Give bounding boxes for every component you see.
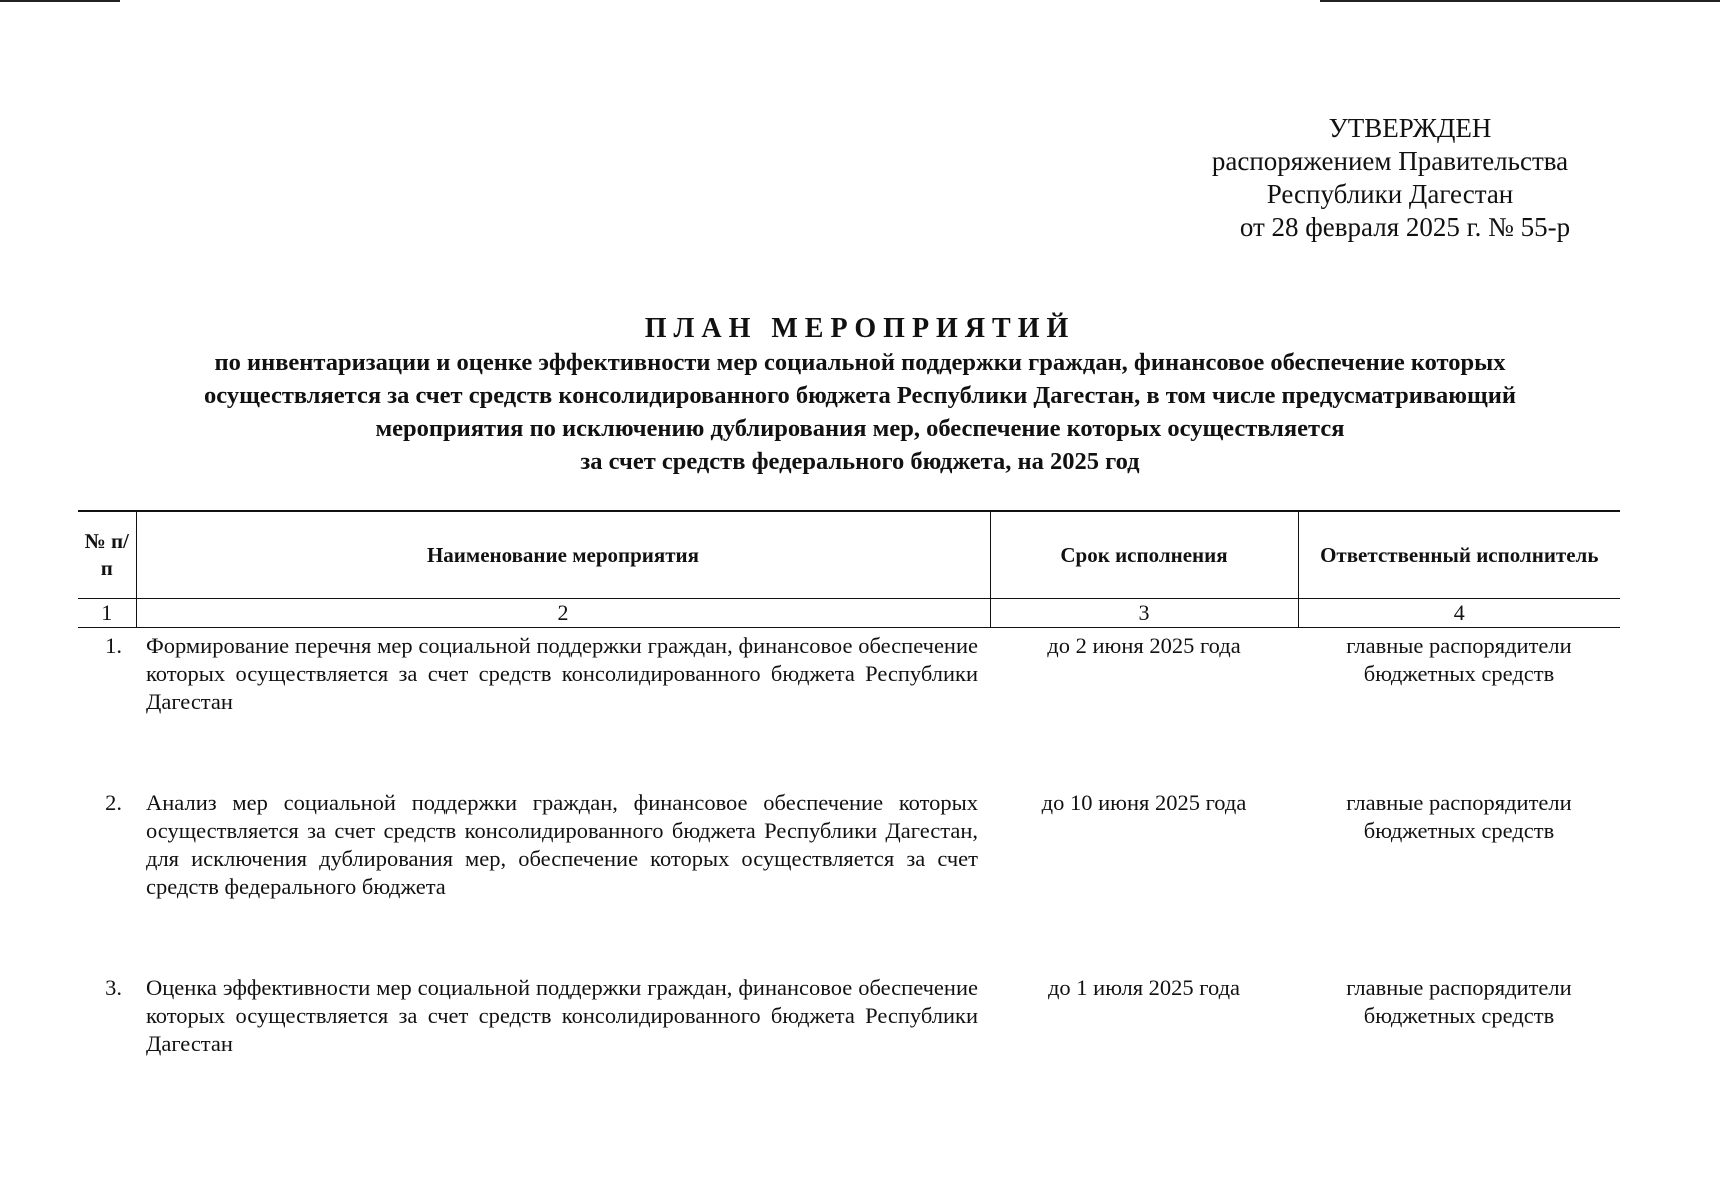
- header-responsible: Ответственный исполнитель: [1298, 511, 1620, 599]
- subtitle-line: за счет средств федерального бюджета, на 2025 год: [580, 448, 1140, 475]
- document-heading: [60, 312, 1660, 478]
- plan-table: [78, 510, 1620, 1095]
- approval-line: распоряжением Правительства: [1211, 146, 1569, 176]
- approval-line: Республики Дагестан: [1266, 179, 1514, 209]
- approval-date: от 28 февраля 2025 г. № 55-р: [1239, 212, 1571, 242]
- activity-name: Оценка эффективности мер социальной поддержки граждан, финансовое обеспечение которых осуществляется за счет средств консолидированного бюджета Республики Дагестан: [146, 975, 978, 1056]
- document-title: ПЛАН МЕРОПРИЯТИЙ: [644, 313, 1076, 344]
- column-number: 2: [136, 599, 990, 628]
- column-number: 3: [990, 599, 1298, 628]
- table-row: [78, 785, 1620, 970]
- approval-stamp: [1150, 112, 1630, 244]
- subtitle-line: осуществляется за счет средств консолидированного бюджета Республики Дагестан, в том числе предусматривающий: [204, 382, 1516, 409]
- responsible: главные распорядители бюджетных средств: [1346, 975, 1572, 1028]
- scan-edge-left: [0, 0, 120, 2]
- responsible: главные распорядители бюджетных средств: [1346, 790, 1572, 843]
- activity-name: Формирование перечня мер социальной поддержки граждан, финансовое обеспечение которых осуществляется за счет средств консолидированного бюджета Республики Дагестан: [146, 633, 978, 714]
- subtitle-line: по инвентаризации и оценке эффективности мер социальной поддержки граждан, финансовое обеспечение которых: [214, 349, 1506, 376]
- header-term: Срок исполнения: [990, 511, 1298, 599]
- table-row: [78, 970, 1620, 1095]
- column-number: 1: [78, 599, 136, 628]
- deadline: до 10 июня 2025 года: [1041, 790, 1247, 815]
- table-row: [78, 628, 1620, 786]
- activity-name: Анализ мер социальной поддержки граждан, финансовое обеспечение которых осуществляется за счет средств консолидированного бюджета Республики Дагестан, для исключения дублирования мер, обеспечение которых осуществляется за счет средств федерального бюджета: [146, 790, 978, 899]
- column-number-row: [78, 599, 1620, 628]
- scan-edge-right: [1320, 0, 1720, 2]
- subtitle-line: мероприятия по исключению дублирования мер, обеспечение которых осуществляется: [375, 415, 1345, 442]
- row-number: 3.: [105, 975, 122, 1000]
- header-name: Наименование мероприятия: [136, 511, 990, 599]
- column-number: 4: [1298, 599, 1620, 628]
- deadline: до 1 июля 2025 года: [1047, 975, 1241, 1000]
- row-number: 1.: [105, 633, 122, 658]
- responsible: главные распорядители бюджетных средств: [1346, 633, 1572, 686]
- approval-title: УТВЕРЖДЕН: [1328, 113, 1492, 143]
- row-number: 2.: [105, 790, 122, 815]
- document-subtitle: [80, 346, 1640, 478]
- header-num: № п/п: [78, 511, 136, 599]
- deadline: до 2 июня 2025 года: [1047, 633, 1241, 658]
- table-header-row: [78, 511, 1620, 599]
